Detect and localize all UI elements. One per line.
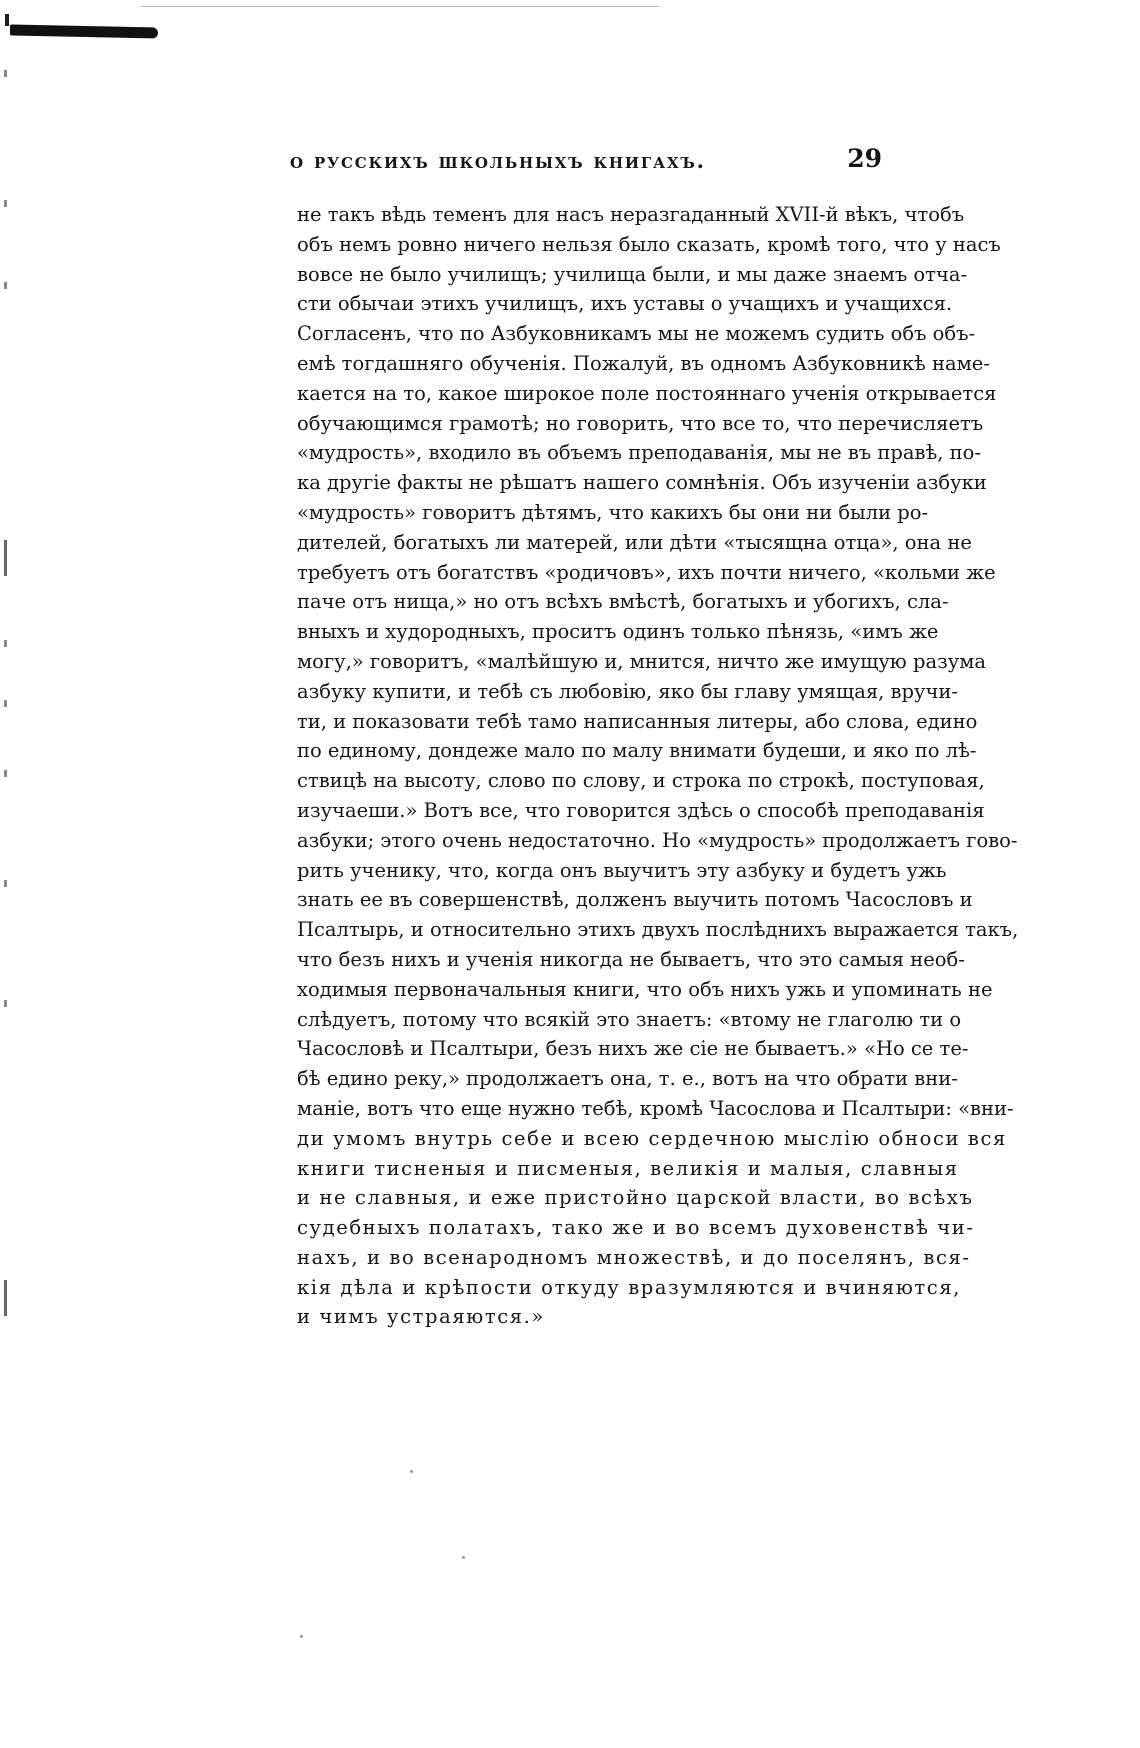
text-line: слѣдуетъ, потому что всякій это знаетъ: «втому не глаголю ти о [297,1007,962,1031]
scan-edge-speck [4,880,7,887]
text-line: ходимыя первоначальныя книги, что объ нихъ ужь и упоминать не [297,977,993,1001]
text-line: ти, и показовати тебѣ тамо написанныя литеры, або слова, едино [297,709,978,733]
text-line: что безъ нихъ и ученія никогда не бываетъ, что это самыя необ- [297,947,965,971]
text-line: емѣ тогдашняго обученія. Пожалуй, въ одномъ Азбуковникѣ наме- [297,351,990,375]
text-line: паче отъ нища,» но отъ всѣхъ вмѣстѣ, богатыхъ и убогихъ, сла- [297,590,949,614]
text-line: Псалтырь, и относительно этихъ двухъ послѣднихъ выражается такъ, [297,918,1019,942]
text-line: по единому, дондеже мало по малу внимати будеши, и яко по лѣ- [297,739,977,763]
text-line: азбуку купити, и тебѣ съ любовію, яко бы главу умящая, вручи- [297,679,958,703]
text-line: ствицѣ на высоту, слово по слову, и строка по строкѣ, поступовая, [297,769,985,793]
scan-edge-speck [4,640,7,647]
text-line: обучающимся грамотѣ; но говорить, что все то, что перечисляетъ [297,411,984,435]
text-line: и чимъ устраяются.» [297,1305,545,1329]
scan-edge-speck [4,70,7,77]
scan-edge-speck [4,770,7,777]
text-line: ка другіе факты не рѣшатъ нашего сомнѣнія. Объ изученіи азбуки [297,471,987,495]
text-line: Согласенъ, что по Азбуковникамъ мы не можемъ судить объ объ- [297,322,976,346]
text-line: требуетъ отъ богатствъ «родичовъ», ихъ почти ничего, «кольми же [297,560,996,584]
text-line: судебныхъ полатахъ, тако же и во всемъ духовенствѣ чи- [297,1216,975,1240]
text-line: дителей, богатыхъ ли матерей, или дѣти «тысящна отца», она не [297,530,972,554]
running-title: о русскихъ школьныхъ книгахъ. [290,148,706,173]
scan-artifact-bar [10,24,158,38]
text-line: вныхъ и худородныхъ, проситъ одинъ только пѣнязь, «имъ же [297,620,939,644]
text-line: бѣ едино реку,» продолжаетъ она, т. е., вотъ на что обрати вни- [297,1067,958,1091]
text-line: кія дѣла и крѣпости откуду вразумляются и вчиняются, [297,1275,962,1299]
text-line: книги тисненыя и писменыя, великія и малыя, славныя [297,1156,959,1180]
body-text [297,200,1019,1332]
text-line: объ немъ ровно ничего нельзя было сказать, кромѣ того, что у насъ [297,232,1001,256]
text-line: ди умомъ внутрь себе и всею сердечною мыслію обноси вся [297,1126,1007,1150]
text-line: не такъ вѣдь теменъ для насъ неразгаданный XVII-й вѣкъ, чтобъ [297,203,965,226]
text-line: «мудрость» говоритъ дѣтямъ, что какихъ бы они ни были ро- [297,500,929,524]
scan-edge-bar [4,540,7,576]
text-line: нахъ, и во всенародномъ множествѣ, и до поселянъ, вся- [297,1245,971,1269]
text-line: могу,» говоритъ, «малѣйшую и, мнится, ничто же имущую разума [297,649,986,673]
scan-speck [462,1556,465,1559]
scan-edge-speck [4,1000,7,1007]
text-line: сти обычаи этихъ училищъ, ихъ уставы о учащихъ и учащихся. [297,292,953,316]
scan-speck [410,1470,413,1473]
scan-edge-bar [4,1280,7,1316]
text-line: вовсе не было училищъ; училища были, и мы даже знаемъ отча- [297,262,968,286]
text-line: маніе, вотъ что еще нужно тебѣ, кромѣ Часослова и Псалтыри: «вни- [297,1096,1014,1120]
text-line: «мудрость», входило въ объемъ преподаванія, мы не въ правѣ, по- [297,441,981,465]
page-number: 29 [847,144,882,173]
text-line: изучаеши.» Вотъ все, что говорится здѣсь о способѣ преподаванія [297,798,985,822]
scan-artifact-line [140,6,660,7]
text-line: и не славныя, и еже пристойно царской власти, во всѣхъ [297,1186,974,1210]
text-line: азбуки; этого очень недостаточно. Но «мудрость» продолжаетъ гово- [297,828,1018,852]
scan-artifact-mark [5,14,9,26]
scan-edge-speck [4,200,7,207]
scan-edge-speck [4,282,7,289]
text-line: знать ее въ совершенствѣ, долженъ выучить потомъ Часословъ и [297,888,973,912]
scan-edge-speck [4,700,7,707]
scan-speck [300,1635,303,1638]
running-head [262,144,882,180]
text-line: рить ученику, что, когда онъ выучитъ эту азбуку и будетъ ужь [297,858,947,882]
text-line: кается на то, какое широкое поле постояннаго ученія открывается [297,381,997,405]
text-line: Часословѣ и Псалтыри, безъ нихъ же сіе не бываетъ.» «Но се те- [297,1037,969,1061]
